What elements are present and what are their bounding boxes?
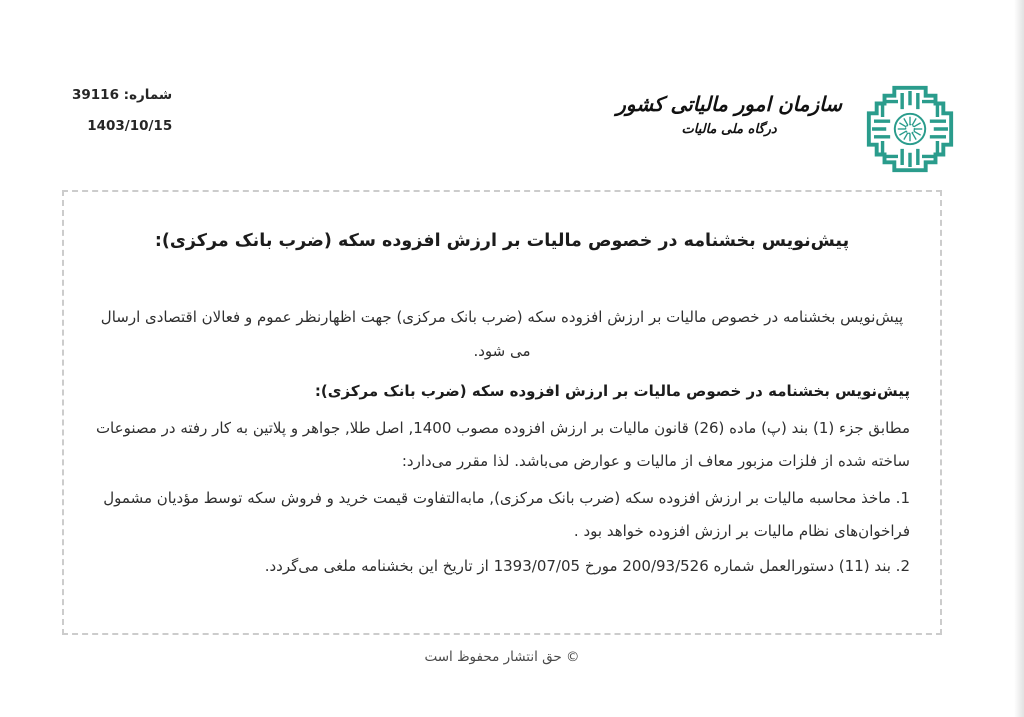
circular-subheading: پیش‌نویس بخشنامه در خصوص مالیات بر ارزش افزوده سکه (ضرب بانک مرکزی): (314, 382, 910, 400)
list-item-1: 1. ماخذ محاسبه مالیات بر ارزش افزوده سکه (ضرب بانک مرکزی), مابه‌التفاوت قیمت خرید و فروش سکه توسط مؤدیان مشمول فراخوان‌های نظام مالیات بر ارزش افزوده خواهد بود . (103, 489, 910, 540)
intro-paragraph: پیش‌نویس بخشنامه در خصوص مالیات بر ارزش افزوده سکه (ضرب بانک مرکزی) جهت اظهارنظر عموم و فعالان اقتصادی ارسال می شود. (100, 308, 904, 360)
list-item-2: 2. بند (11) دستورالعمل شماره 200/93/526 مورخ 1393/07/05 از تاریخ این بخشنامه ملغی می‌گردد. (264, 557, 910, 575)
circular-body-box (62, 190, 942, 635)
letter-number: شماره: 39116 (72, 87, 173, 103)
circular-title: پیش‌نویس بخشنامه در خصوص مالیات بر ارزش افزوده سکه (ضرب بانک مرکزی): (154, 231, 850, 251)
organization-subtitle: درگاه ملی مالیات (681, 122, 777, 137)
square-kufic-emblem-icon (860, 80, 960, 178)
copyright-footer: © حق انتشار محفوظ است (424, 649, 580, 665)
reference-block (72, 80, 172, 142)
letter-date: 1403/10/15 (87, 118, 173, 134)
page-edge-shadow (1014, 0, 1024, 717)
organization-block (616, 92, 842, 137)
tax-organization-logo-icon (860, 80, 960, 178)
organization-name: سازمان امور مالیاتی کشور (616, 92, 842, 116)
legal-basis-paragraph: مطابق جزء (1) بند (پ) ماده (26) قانون مالیات بر ارزش افزوده مصوب 1400, اصل طلا, جواهر و پلاتین به کار رفته در مصنوعات ساخته شده از فلزات مزبور معاف از مالیات و عوارض می‌باشد. لذا مقرر می‌دارد: (95, 419, 910, 470)
